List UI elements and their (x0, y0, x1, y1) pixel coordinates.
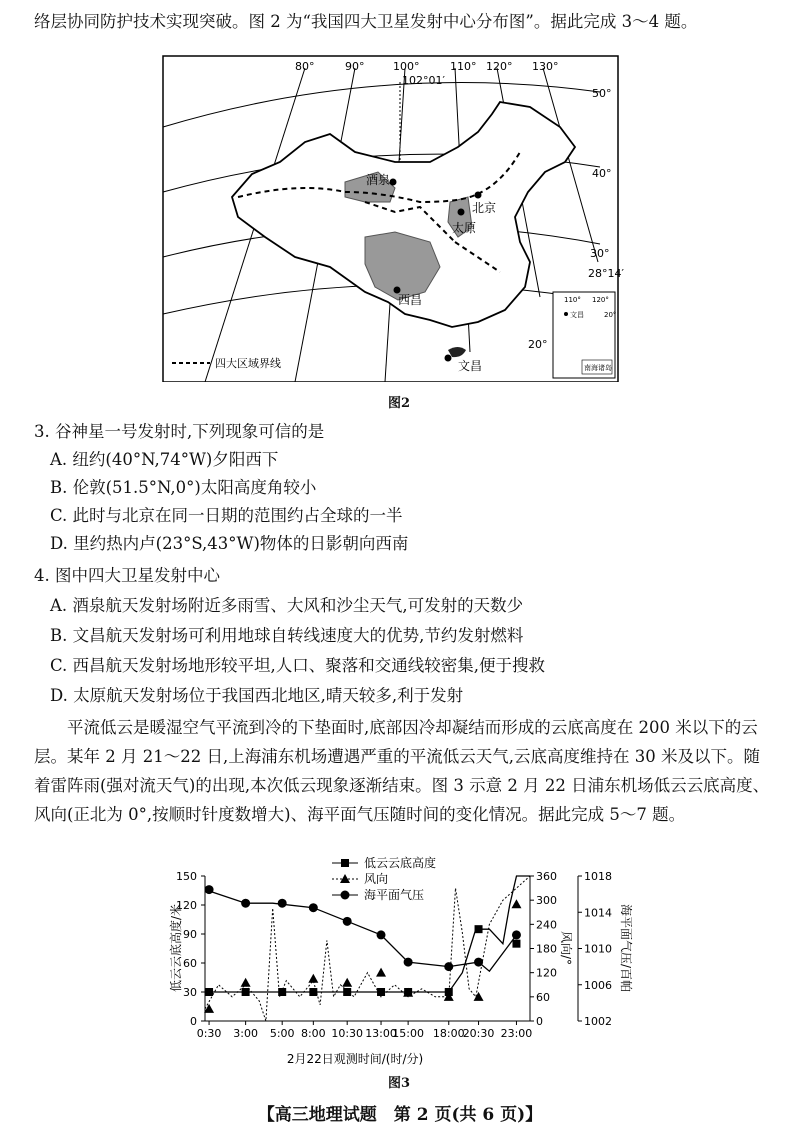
figure3-chart (0, 851, 800, 1081)
pressure-tick-label: 1014 (584, 906, 612, 920)
pressure-tick-label: 1006 (584, 978, 612, 992)
pressure-marker (404, 958, 413, 967)
q4-stem: 4. 图中四大卫星发射中心 (34, 566, 220, 585)
left-tick-label: 30 (183, 986, 197, 999)
q3-option-a: A. 纽约(40°N,74°W)夕阳西下 (50, 450, 279, 469)
wind-marker (241, 978, 251, 987)
wind-tick-label: 0 (536, 1015, 543, 1028)
x-tick-label: 13:00 (365, 1027, 397, 1040)
q3-stem: 3. 谷神星一号发射时,下列现象可信的是 (34, 422, 325, 441)
lon-label-102: 102°01′ (402, 74, 445, 87)
inset-box-label: 南海诸岛 (584, 364, 612, 372)
cloud-height-marker (343, 988, 351, 996)
lat-label-40: 40° (592, 167, 612, 180)
x-tick-label: 3:00 (233, 1027, 258, 1040)
figure3-caption: 图3 (388, 1076, 411, 1091)
inset-wenchang: 文昌 (570, 311, 584, 319)
pressure-tick-label: 1002 (584, 1015, 612, 1028)
x-tick-label: 15:00 (392, 1027, 424, 1040)
pressure-tick-label: 1010 (584, 942, 612, 956)
cloud-height-marker (205, 988, 213, 996)
cloud-height-marker (512, 940, 520, 948)
place-taiyuan: 太原 (452, 221, 477, 235)
south-sea-inset (553, 292, 616, 378)
pressure-marker (444, 962, 453, 971)
lon-label-100: 100° (393, 60, 420, 73)
pressure-marker (309, 903, 318, 912)
lon-label-90: 90° (345, 60, 365, 73)
inset-lat-20: 20° (604, 311, 617, 319)
figure2-map (0, 52, 800, 382)
wind-axis-label: 风向/° (559, 930, 573, 966)
cloud-height-marker (242, 988, 250, 996)
place-xichang: 西昌 (398, 293, 423, 307)
pressure-tick-label: 1018 (584, 870, 612, 883)
left-tick-label: 60 (183, 957, 197, 970)
x-tick-label: 10:30 (331, 1027, 364, 1040)
lat-label-20: 20° (528, 338, 548, 351)
wind-marker (511, 899, 521, 908)
legend-label: 海平面气压 (364, 888, 425, 902)
page-footer: 【高三地理试题 第 2 页(共 6 页)】 (257, 1105, 543, 1125)
inset-lon-110: 110° (564, 296, 581, 304)
pressure-marker (205, 885, 214, 894)
map-legend-label: 四大区域界线 (215, 357, 281, 370)
pressure-marker (377, 930, 386, 939)
figure2-caption: 图2 (388, 396, 411, 411)
pressure-marker (241, 899, 250, 908)
lon-label-120: 120° (486, 60, 513, 73)
x-axis-label: 2月22日观测时间/(时/分) (286, 1052, 424, 1066)
x-tick-label: 8:00 (300, 1027, 326, 1040)
wind-tick-label: 180 (536, 942, 557, 956)
wind-marker (342, 978, 352, 987)
pressure-marker (278, 899, 287, 908)
wind-tick-label: 360 (536, 870, 557, 883)
pressure-marker (474, 958, 483, 967)
q3-option-b: B. 伦敦(51.5°N,0°)太阳高度角较小 (50, 478, 317, 497)
q4-option-d: D. 太原航天发射场位于我国西北地区,晴天较多,利于发射 (50, 686, 464, 705)
place-beijing: 北京 (472, 201, 497, 215)
wind-tick-label: 120 (536, 966, 557, 980)
lat-label-28: 28°14′ (588, 267, 624, 280)
x-tick-label: 20:30 (462, 1027, 495, 1040)
left-tick-label: 90 (183, 928, 197, 941)
cloud-height-marker (475, 925, 483, 933)
pressure-axis-label: 海平面气压/百帕 (619, 903, 633, 993)
wind-marker (474, 992, 484, 1001)
legend-marker-square (341, 859, 349, 867)
passage: 平流低云是暖湿空气平流到冷的下垫面时,底部因冷却凝结而形成的云底高度在 200 米以下的云层。某年 2 月 21～22 日,上海浦东机场遭遇严重的平流低云天气,云底高度维持在 30 米及以下。随着雷阵雨(强对流天气)的出现,本次低云现象逐渐结束。图 3 示意 2 月 22 日浦东机场低云云底高度、风向(正北为 0°,按顺时针度数增大)、海平面气压随时间的变化情况。据此完成 5～7 题。 (34, 718, 770, 824)
pressure-marker (512, 930, 521, 939)
pressure-marker (343, 917, 352, 926)
lon-label-110: 110° (450, 60, 477, 73)
lat-label-30: 30° (590, 247, 610, 260)
lat-label-50: 50° (592, 87, 612, 100)
wind-marker (308, 974, 318, 983)
series-line-3 (205, 890, 517, 972)
left-tick-label: 120 (176, 899, 197, 912)
lon-label-130: 130° (532, 60, 559, 73)
intro-line: 络层协同防护技术实现突破。图 2 为“我国四大卫星发射中心分布图”。据此完成 3～4 题。 (34, 12, 698, 31)
wind-tick-label: 240 (536, 918, 557, 932)
x-tick-label: 0:30 (196, 1027, 222, 1040)
q4-option-a: A. 酒泉航天发射场附近多雨雪、大风和沙尘天气,可发射的天数少 (50, 596, 524, 615)
legend-marker-circle (341, 891, 350, 900)
lon-label-80: 80° (295, 60, 315, 73)
q3-option-c: C. 此时与北京在同一日期的范围约占全球的一半 (50, 506, 403, 525)
legend-label: 风向 (364, 872, 389, 886)
place-wenchang: 文昌 (458, 359, 483, 373)
legend-label: 低云云底高度 (364, 856, 437, 870)
q3-option-d: D. 里约热内卢(23°S,43°W)物体的日影朝向西南 (50, 534, 409, 553)
wind-marker (376, 968, 386, 977)
inset-lon-120: 120° (592, 296, 609, 304)
q4-option-b: B. 文昌航天发射场可利用地球自转线速度大的优势,节约发射燃料 (50, 626, 524, 645)
q4-option-c: C. 西昌航天发射场地形较平坦,人口、聚落和交通线较密集,便于搜救 (50, 656, 546, 675)
x-tick-label: 18:00 (432, 1027, 465, 1040)
wind-tick-label: 60 (536, 990, 550, 1004)
x-tick-label: 23:00 (500, 1027, 533, 1040)
left-tick-label: 0 (190, 1015, 197, 1028)
place-jiuquan: 酒泉 (366, 173, 391, 187)
wind-tick-label: 300 (536, 894, 557, 908)
x-tick-label: 5:00 (269, 1027, 295, 1040)
left-tick-label: 150 (176, 870, 197, 883)
left-axis-label: 低云云底高度/米 (169, 903, 183, 993)
